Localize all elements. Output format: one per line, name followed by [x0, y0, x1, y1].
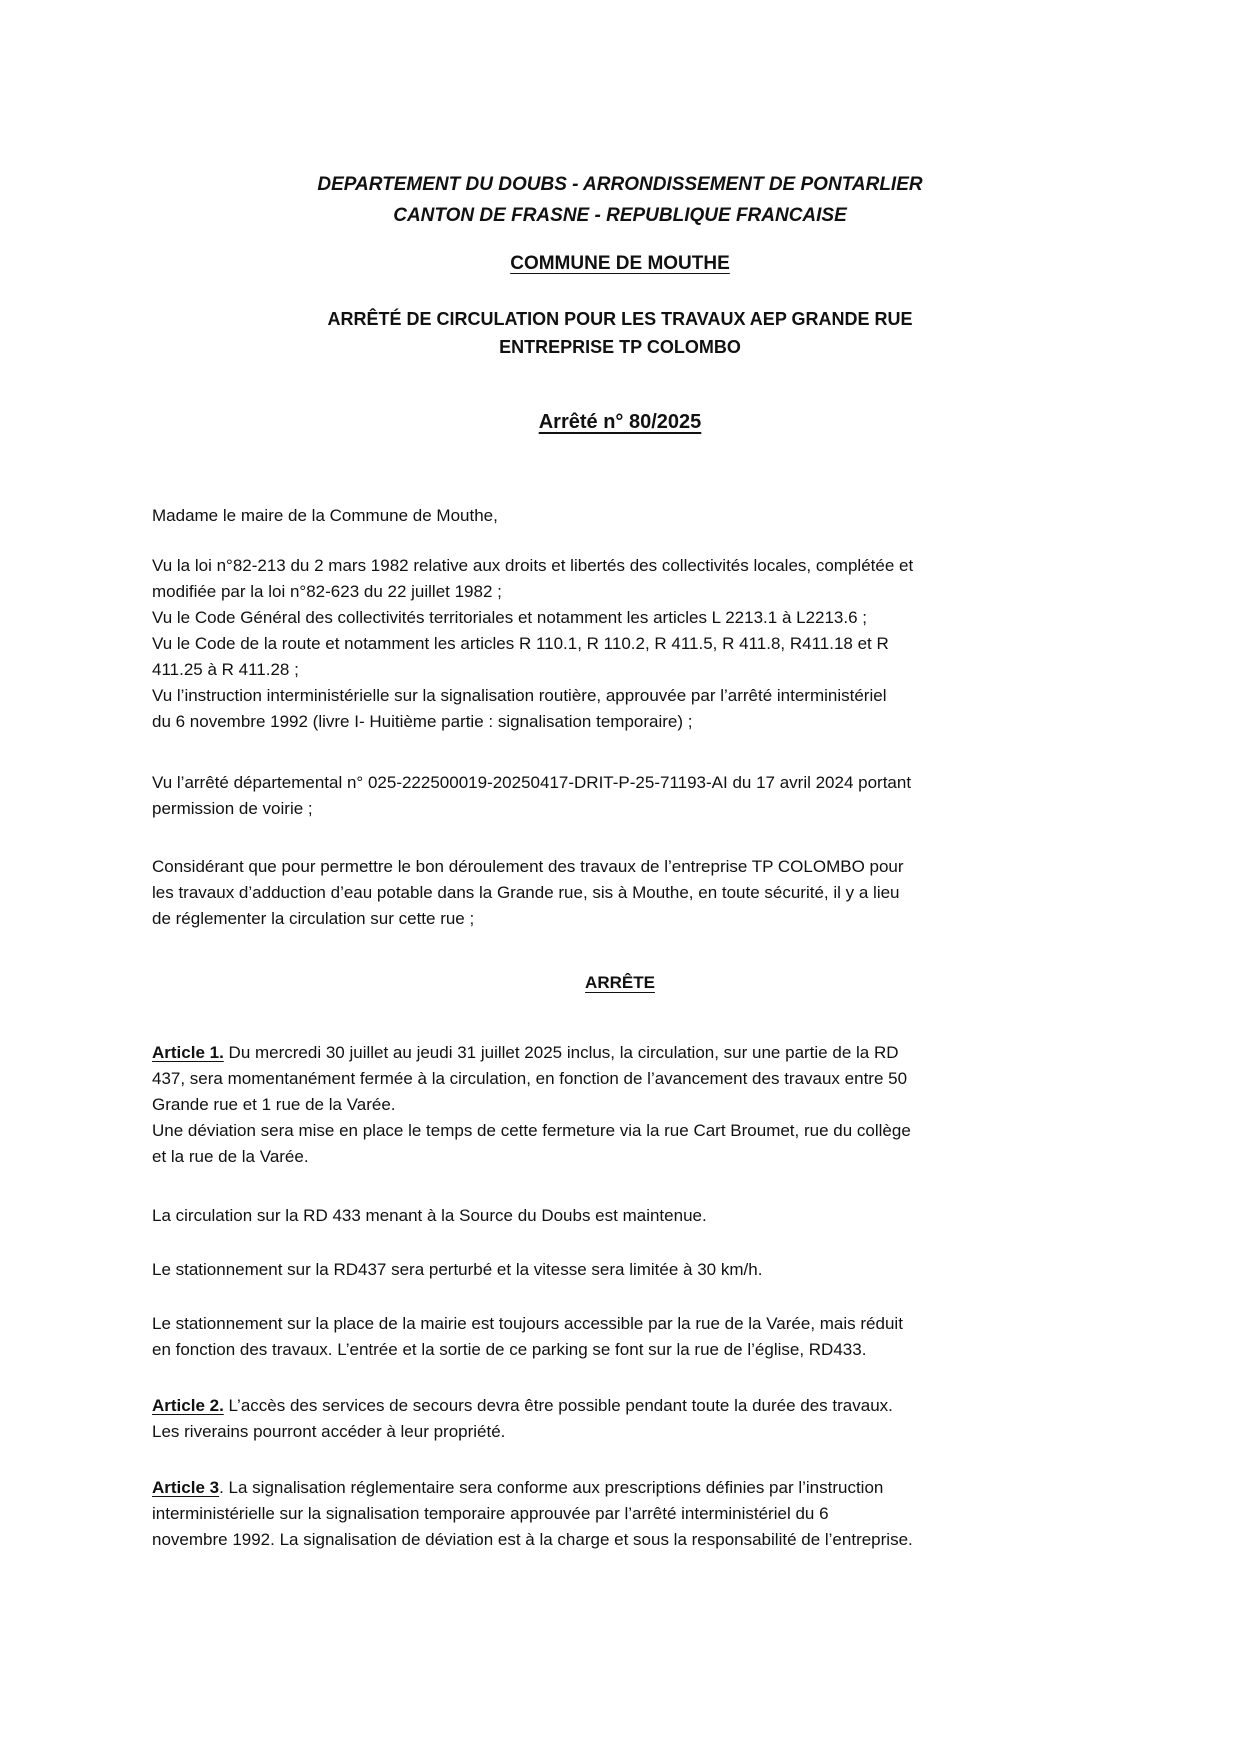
considerant-line: de réglementer la circulation sur cette rue ; — [152, 909, 475, 928]
article-2-label: Article 2. — [152, 1396, 224, 1415]
arrete-number: Arrêté n° 80/2025 — [538, 411, 702, 433]
considerant-line: les travaux d’adduction d’eau potable dans la Grande rue, sis à Mouthe, en toute sécurité, il y a lieu — [152, 883, 900, 902]
vu-block — [152, 553, 1090, 735]
header-canton: CANTON DE FRASNE - REPUBLIQUE FRANCAISE — [393, 205, 847, 226]
article-1-line: Grande rue et 1 rue de la Varée. — [152, 1095, 396, 1114]
subject-line-2: ENTREPRISE TP COLOMBO — [499, 337, 741, 357]
vu-line: Vu le Code Général des collectivités territoriales et notamment les articles L 2213.1 à L2213.6 ; — [152, 608, 868, 627]
article-1-line: et la rue de la Varée. — [152, 1147, 309, 1166]
subject-line-1: ARRÊTÉ DE CIRCULATION POUR LES TRAVAUX AEP GRANDE RUE — [327, 309, 913, 329]
vu-line: Vu l’arrêté départemental n° 025-222500019-20250417-DRIT-P-25-71193-AI du 17 avril 2024 portant — [152, 773, 912, 792]
article-1-line: Le stationnement sur la place de la mairie est toujours accessible par la rue de la Varée, mais réduit — [152, 1314, 903, 1333]
article-1-label: Article 1. — [152, 1043, 224, 1062]
article-1 — [152, 1040, 1090, 1170]
article-1-line: en fonction des travaux. L’entrée et la sortie de ce parking se font sur la rue de l’église, RD433. — [152, 1340, 867, 1359]
article-3-line: novembre 1992. La signalisation de déviation est à la charge et sous la responsabilité de l’entreprise. — [152, 1530, 913, 1549]
commune-title: COMMUNE DE MOUTHE — [510, 253, 730, 274]
article-3 — [152, 1475, 1090, 1553]
considerant-block — [152, 854, 1090, 932]
article-1-line: Une déviation sera mise en place le temps de cette fermeture via la rue Cart Broumet, rue du collège — [152, 1121, 911, 1140]
considerant-line: Considérant que pour permettre le bon déroulement des travaux de l’entreprise TP COLOMBO pour — [152, 857, 904, 876]
article-2 — [152, 1393, 1090, 1445]
article-3-text: . La signalisation réglementaire sera conforme aux prescriptions définies par l’instruction — [219, 1478, 884, 1497]
article-1-para-3: Le stationnement sur la RD437 sera perturbé et la vitesse sera limitée à 30 km/h. — [152, 1260, 763, 1279]
vu-line: Vu l’instruction interministérielle sur la signalisation routière, approuvée par l’arrêté interministériel — [152, 686, 887, 705]
salutation: Madame le maire de la Commune de Mouthe, — [152, 506, 498, 525]
article-1-para-2: La circulation sur la RD 433 menant à la Source du Doubs est maintenue. — [152, 1206, 707, 1225]
vu-line: modifiée par la loi n°82-623 du 22 juillet 1982 ; — [152, 582, 502, 601]
article-2-text: L’accès des services de secours devra être possible pendant toute la durée des travaux. — [223, 1396, 893, 1415]
vu-line: Vu le Code de la route et notamment les articles R 110.1, R 110.2, R 411.5, R 411.8, R411.18 et R — [152, 634, 889, 653]
header-department: DEPARTEMENT DU DOUBS - ARRONDISSEMENT DE PONTARLIER — [317, 174, 923, 195]
vu-line: Vu la loi n°82-213 du 2 mars 1982 relative aux droits et libertés des collectivités locales, complétée et — [152, 556, 914, 575]
vu-line: 411.25 à R 411.28 ; — [152, 660, 299, 679]
arrete-heading: ARRÊTE — [585, 973, 655, 992]
article-1-para-4 — [152, 1311, 1090, 1363]
article-1-text: Du mercredi 30 juillet au jeudi 31 juillet 2025 inclus, la circulation, sur une partie de la RD — [223, 1043, 899, 1062]
article-2-line: Les riverains pourront accéder à leur propriété. — [152, 1422, 506, 1441]
vu-line: du 6 novembre 1992 (livre I- Huitième partie : signalisation temporaire) ; — [152, 712, 693, 731]
vu-line: permission de voirie ; — [152, 799, 313, 818]
article-3-line: interministérielle sur la signalisation temporaire approuvée par l’arrêté interministériel du 6 — [152, 1504, 829, 1523]
vu-arrete-block — [152, 770, 1090, 822]
article-1-line: 437, sera momentanément fermée à la circulation, en fonction de l’avancement des travaux entre 50 — [152, 1069, 908, 1088]
article-3-label: Article 3 — [152, 1478, 220, 1497]
